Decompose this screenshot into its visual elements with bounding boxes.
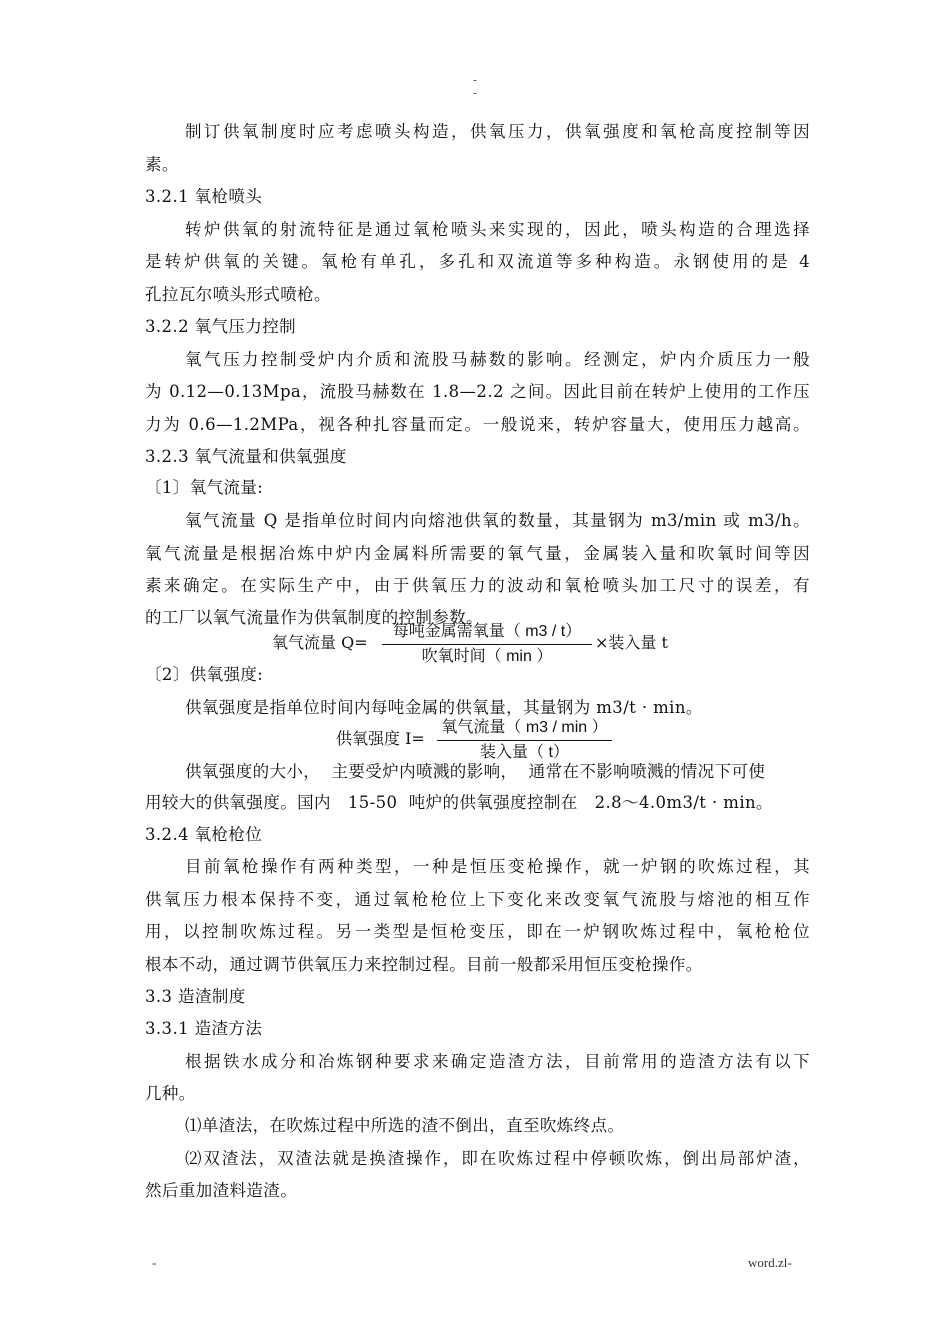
paragraph-line: 为 0.12—0.13Mpa，流股马赫数在 1.8—2.2 之间。因此目前在转炉上使用的工作压: [145, 382, 810, 401]
paragraph-line: 供氧强度的大小， 主要受炉内喷溅的影响， 通常在不影响喷溅的情况下可使: [185, 762, 766, 781]
header-dash: -: [473, 74, 477, 86]
paragraph-line: 供氧压力根本保持不变，通过氧枪枪位上下变化来改变氧气流股与熔池的相互作: [145, 890, 810, 909]
section-heading: 3.3.1 造渣方法: [145, 1019, 263, 1038]
paragraph-line: ⑴单渣法，在吹炼过程中所选的渣不倒出，直至吹炼终点。: [185, 1116, 625, 1135]
paragraph-line: 力为 0.6—1.2MPa，视各种扎容量而定。一般说来，转炉容量大，使用压力越高。: [145, 415, 810, 434]
footer-right: word.zl-: [748, 1255, 792, 1270]
formula-numerator: 氧气流量（ m3 / min ）: [437, 717, 612, 741]
paragraph-line: 制订供氧制度时应考虑喷头构造，供氧压力，供氧强度和氧枪高度控制等因: [185, 122, 810, 141]
header-dash: -: [473, 87, 477, 99]
subsection-label: 〔1〕氧气流量:: [145, 478, 264, 497]
formula-fraction: [382, 621, 592, 668]
section-heading: 3.3 造渣制度: [145, 987, 246, 1006]
section-heading: 3.2.4 氧枪枪位: [145, 825, 263, 844]
paragraph-line: 根据铁水成分和冶炼钢种要求来确定造渣方法，目前常用的造渣方法有以下: [185, 1052, 810, 1071]
section-heading: 3.2.1 氧枪喷头: [145, 187, 263, 206]
section-heading: 3.2.3 氧气流量和供氧强度: [145, 447, 347, 466]
formula-lhs: 供氧强度 I=: [336, 729, 425, 748]
paragraph-line: 氧气流量 Q 是指单位时间内向熔池供氧的数量，其量钢为 m3/min 或 m3/h。: [185, 511, 810, 530]
paragraph-line: 氧气压力控制受炉内介质和流股马赫数的影响。经测定，炉内介质压力一般: [185, 350, 810, 369]
paragraph-line: 转炉供氧的射流特征是通过氧枪喷头来实现的，因此，喷头构造的合理选择: [185, 220, 810, 239]
paragraph-line: 是转炉供氧的关键。氧枪有单孔，多孔和双流道等多种构造。永钢使用的是 4: [145, 252, 810, 271]
paragraph-line: 几种。: [145, 1084, 196, 1103]
paragraph-line: 素来确定。在实际生产中，由于供氧压力的波动和氧枪喷头加工尺寸的误差，有: [145, 576, 810, 595]
paragraph-line: 然后重加渣料造渣。: [145, 1181, 298, 1200]
subsection-label: 〔2〕供氧强度:: [145, 665, 264, 684]
paragraph-line: 孔拉瓦尔喷头形式喷枪。: [145, 285, 331, 304]
paragraph-line: 根本不动，通过调节供氧压力来控制过程。目前一般都采用恒压变枪操作。: [145, 955, 703, 974]
section-heading: 3.2.2 氧气压力控制: [145, 317, 297, 336]
paragraph-line: 素。: [145, 155, 179, 174]
paragraph-line: 氧气流量是根据冶炼中炉内金属料所需要的氧气量，金属装入量和吹氧时间等因: [145, 544, 810, 563]
paragraph-line: 目前氧枪操作有两种类型，一种是恒压变枪操作，就一炉钢的吹炼过程，其: [185, 857, 810, 876]
paragraph-line: ⑵双渣法，双渣法就是换渣操作，即在吹炼过程中停顿吹炼，倒出局部炉渣，: [185, 1149, 810, 1168]
paragraph-line: 用较大的供氧强度。国内 15-50 吨炉的供氧强度控制在 2.8～4.0m3/t · min。: [145, 793, 773, 812]
formula-fraction: [437, 717, 612, 764]
formula-denominator: 吹氧时间（ min ）: [421, 648, 553, 665]
formula-lhs: 氧气流量 Q=: [272, 633, 368, 652]
paragraph-line: 供氧强度是指单位时间内每吨金属的供氧量，其量钢为 m3/t · min。: [185, 698, 703, 717]
paragraph-line: 的工厂以氧气流量作为供氧制度的控制参数。: [145, 608, 483, 627]
formula-denominator: 装入量（ t）: [480, 744, 569, 761]
paragraph-line: 用，以控制吹炼过程。另一类型是恒枪变压，即在一炉钢吹炼过程中，氧枪枪位: [145, 922, 810, 941]
formula-numerator: 每吨金属需氧量（ m3 / t）: [382, 621, 592, 645]
formula-rhs: ×装入量 t: [595, 633, 668, 652]
footer-left: -: [152, 1255, 157, 1270]
